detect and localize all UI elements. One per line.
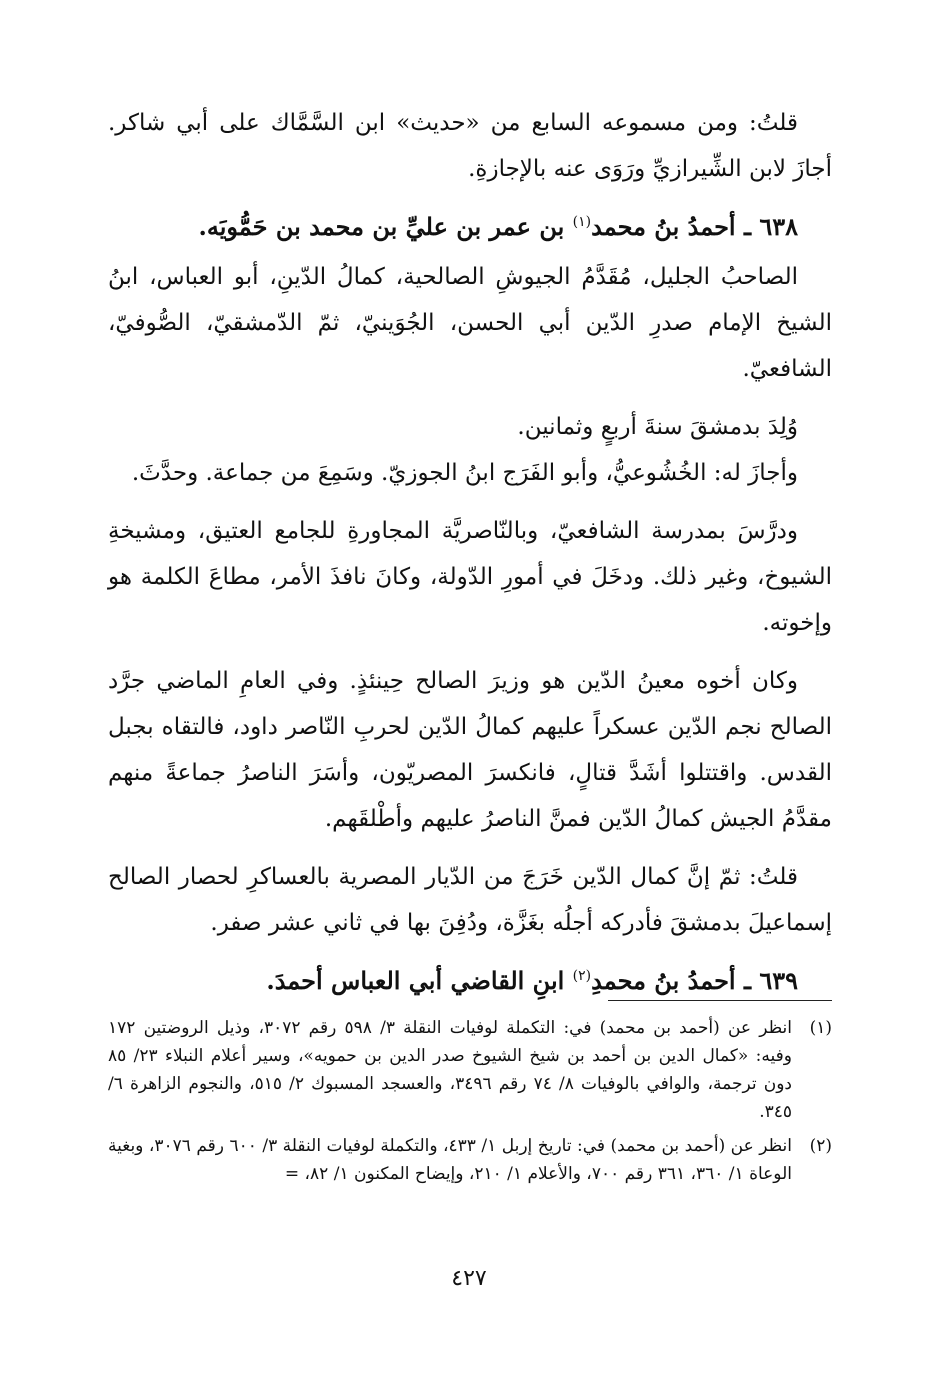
footnote-1: [108, 1014, 832, 1126]
footnote-number: (٢): [809, 1136, 832, 1156]
footnote-separator: [608, 1000, 832, 1001]
entry-heading-638-lead: ٦٣٨ ـ أحمدُ بنُ محمد: [591, 212, 798, 241]
footnotes: [108, 1014, 832, 1194]
paragraph-note-samak: قلتُ: ومن مسموعه السابع من «حديث» ابن السَّمَّاك على أبي شاكر. أجازَ لابن الشِّيرازيِّ ورَوَى عنه بالإجازةِ.: [108, 110, 832, 182]
entry-heading-639: [108, 958, 832, 1004]
paragraph-teaching: ودرَّسَ بمدرسة الشافعيّ، وبالنّاصريَّة المجاورةِ للجامع العتيق، ومشيخةِ الشيوخ، وغير ذلك. ودخَلَ في أمورِ الدّولة، وكانَ نافذَ الأمر، مطاعَ الكلمة هو وإخوته.: [108, 518, 832, 636]
entry-heading-639-rest: ابنِ القاضي أبي العباس أحمدَ.: [266, 966, 573, 995]
footnote-text: انظر عن (أحمد بن محمد) في: تاريخ إربل ١/ ٤٣٣، والتكملة لوفيات النقلة ٣/ ٦٠٠ رقم ٣٠٧٦، وبغية الوعاة ١/ ٣٦٠، ٣٦١ رقم ٧٠٠، والأعلام ١/ ٢١٠، وإيضاح المكنون ١/ ٨٢، =: [108, 1136, 792, 1184]
entry-heading-638-rest: بن عمر بن عليِّ بن محمد بن حَمُّويَه.: [198, 212, 573, 241]
paragraph-death: قلتُ: ثمّ إنَّ كمال الدّين خَرَجَ من الدّيار المصرية بالعساكرِ لحصار الصالح إسماعيلَ بدمشقَ فأدركه أجلُه بغَزَّة، ودُفِنَ بها في ثاني عشر صفر.: [108, 864, 832, 936]
footnote-text: انظر عن (أحمد بن محمد) في: التكملة لوفيات النقلة ٣/ ٥٩٨ رقم ٣٠٧٢، وذيل الروضتين ١٧٢ وفيه: «كمال الدين بن أحمد بن شيخ الشيوخ صدر الدين بن حمويه»، وسير أعلام النبلاء ٢٣/ ٨٥ دون ترجمة، والوافي بالوفيات ٨/ ٧٤ رقم ٣٤٩٦، والعسجد المسبوك ٢/ ٥١٥، والنجوم الزاهرة ٦/ ٣٤٥.: [108, 1018, 792, 1122]
footnote-ref-1: (١): [572, 214, 592, 230]
footnote-ref-2: (٢): [572, 968, 592, 984]
page-body: [108, 100, 832, 1008]
paragraph-birth: وُلِدَ بدمشقَ سنةَ أربعٍ وثمانين.: [517, 414, 798, 440]
entry-heading-638: [108, 204, 832, 250]
paragraph-titles: الصاحبُ الجليل، مُقَدَّمُ الجيوشِ الصالحية، كمالُ الدّينِ، أبو العباس، ابنُ الشيخ الإمام صدرِ الدّين أبي الحسن، الجُوَينيّ، ثمّ الدّمشقيّ، الصُّوفيّ، الشافعيّ.: [108, 264, 832, 382]
paragraph-battle: وكان أخوه معينُ الدّين هو وزيرَ الصالح حِينئذٍ. وفي العامِ الماضي جرَّد الصالح نجم الدّين عسكراً عليهم كمالُ الدّين لحربِ النّاصر داود، فالتقاه بجبل القدس. واقتتلوا أشَدَّ قتالٍ، فانكسرَ المصريّون، وأسَرَ الناصرُ جماعةً منهم مقدَّمُ الجيش كمالُ الدّين فمنَّ الناصرُ عليهم وأطْلقَهم.: [108, 668, 832, 832]
page-number: ٤٢٧: [451, 1266, 487, 1291]
entry-heading-639-lead: ٦٣٩ ـ أحمدُ بنُ محمدِ: [591, 966, 798, 995]
paragraph-ijaza: وأجازَ له: الخُشُوعيُّ، وأبو الفَرَج ابنُ الجوزيّ. وسَمِعَ من جماعة. وحدَّثَ.: [131, 460, 798, 486]
footnote-number: (١): [809, 1018, 832, 1038]
footnote-2: [108, 1132, 832, 1188]
